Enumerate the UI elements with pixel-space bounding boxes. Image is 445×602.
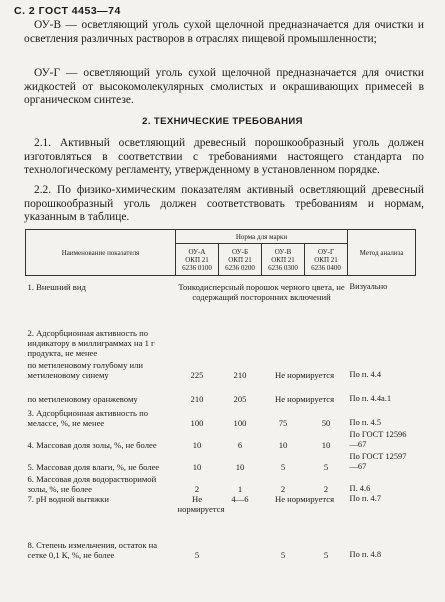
table-row [26,404,416,428]
cell-ou-g: 10 [321,439,331,450]
row-method: По п. 4.5 [349,417,382,427]
row-name: 7. pH водной вытяжки [27,493,109,504]
row-name: 6. Массовая доля водорастворимой золы, %, не более [27,473,157,494]
cell-ou-a: 225 [190,369,204,380]
table-row [26,472,416,494]
brand-okp: ОКП 21 [185,255,209,264]
cell-ou-v: 2 [280,483,286,494]
row-merged-value: Тонкодисперсный порошок черного цвета, не содержащий посторонних включений [178,282,345,302]
cell-ou-v: 5 [280,461,286,472]
cell-ou-g: 50 [321,417,331,428]
cell-ou-b: 10 [235,461,245,472]
row-name: по метиленовому голубому или метиленовому синему [27,359,144,380]
cell-ou-v: 75 [278,417,288,428]
table-row [26,518,416,560]
row-method: П. 4.6 [349,483,371,493]
row-name: 3. Адсорбционная активность по мелассе, %, не менее [27,407,148,428]
header-brand-ou-v [262,244,305,276]
cell-ou-b: 210 [233,369,247,380]
brand-okp: ОКП 21 [228,255,252,264]
cell-ou-v [262,316,305,358]
brand-okp: ОКП 21 [314,255,338,264]
header-method-col: Метод анализа [348,230,416,276]
cell-ou-g: 5 [323,461,329,472]
cell-ou-v: 5 [280,549,286,560]
cell-ou-b: 100 [233,417,247,428]
brand-name: ОУ-В [274,247,292,256]
header-brand-ou-b [219,244,262,276]
cell-ou-v: 10 [278,439,288,450]
requirements-table [25,229,416,560]
row-method: По ГОСТ 12596—67 [349,429,407,449]
brand-code: 6236 0400 [311,263,341,272]
header-brand-group: Норма для марки [176,230,348,244]
cell-ou-v-g: Не нормируется [274,493,335,504]
table-row [26,450,416,472]
row-name: 1. Внешний вид [27,282,86,292]
paragraph-ou-v: ОУ-В — осветляющий уголь сухой щелочной предназначается для очистки и осветления различных растворов в отраслях пищевой промышленности; [24,19,424,45]
row-method: По п. 4.7 [349,493,382,503]
brand-okp: ОКП 21 [271,255,295,264]
cell-ou-a [176,316,219,358]
brand-code: 6236 0100 [182,263,212,272]
row-method: По п. 4.8 [349,549,382,559]
cell-ou-g: 5 [323,549,329,560]
row-name: 8. Степень измельчения, остаток на сетке 0,1 К, %, не более [27,539,158,560]
cell-ou-a: 210 [190,393,204,404]
page-header: С. 2 ГОСТ 4453—74 [14,5,121,17]
table-row [26,428,416,450]
cell-ou-a: 10 [192,461,202,472]
header-brand-ou-a [176,244,219,276]
cell-ou-b [219,518,262,560]
cell-ou-a: 10 [192,439,202,450]
cell-ou-a: 2 [194,483,200,494]
table-row [26,358,416,380]
paragraph-ou-g: ОУ-Г — осветляющий уголь сухой щелочной предназначается для очистки жидкостей от высокомолекулярных смолистых и окрашивающих примесей в органическом синтезе. [24,67,424,107]
brand-code: 6236 0300 [268,263,298,272]
row-method [348,316,416,358]
section-title: 2. ТЕХНИЧЕСКИЕ ТРЕБОВАНИЯ [142,116,303,127]
row-name: 5. Массовая доля влаги, %, не более [27,461,160,472]
row-method: По п. 4.4а.1 [349,393,392,403]
table-row [26,316,416,358]
header-brand-ou-g [305,244,348,276]
cell-ou-g [305,316,348,358]
cell-ou-v-g: Не нормируется [274,369,335,380]
cell-ou-a: 5 [194,549,200,560]
header-name-col: Наименование показателя [26,230,176,276]
row-method: Визуально [349,282,388,291]
cell-ou-v-g: Не нормируется [274,393,335,404]
row-method: По п. 4.4 [349,369,382,379]
cell-ou-b: 1 [237,483,243,494]
cell-ou-a: Не нормируется [177,493,225,514]
row-name: 2. Адсорбционная активность по индикатору в миллиграммах на 1 г продукта, не менее [27,327,155,358]
brand-name: ОУ-А [188,247,206,256]
brand-name: ОУ-Г [318,247,335,256]
cell-ou-b: 205 [233,393,247,404]
paragraph-2-1: 2.1. Активный осветляющий древесный порошкообразный уголь должен изготовляться в соответствии с требованиями настоящего стандарта по технологическому регламенту, утвержденному в установленном порядке. [24,137,424,177]
cell-ou-b: 6 [237,439,243,450]
table-row [26,494,416,518]
brand-code: 6236 0200 [225,263,255,272]
cell-ou-b [219,316,262,358]
row-method: По ГОСТ 12597—67 [349,451,407,471]
cell-ou-a: 100 [190,417,204,428]
cell-ou-g: 2 [323,483,329,494]
table-row [26,276,416,316]
brand-name: ОУ-Б [232,247,248,256]
paragraph-2-2: 2.2. По физико-химическим показателям активный осветляющий древесный порошкообразный уголь должен соответствовать требованиям и нормам, указанным в таблице. [24,184,424,224]
cell-ou-b: 4—6 [231,493,249,504]
row-name: по метиленовому оранжевому [27,393,138,404]
table-row [26,380,416,404]
row-name: 4. Массовая доля золы, %, не более [27,439,157,450]
